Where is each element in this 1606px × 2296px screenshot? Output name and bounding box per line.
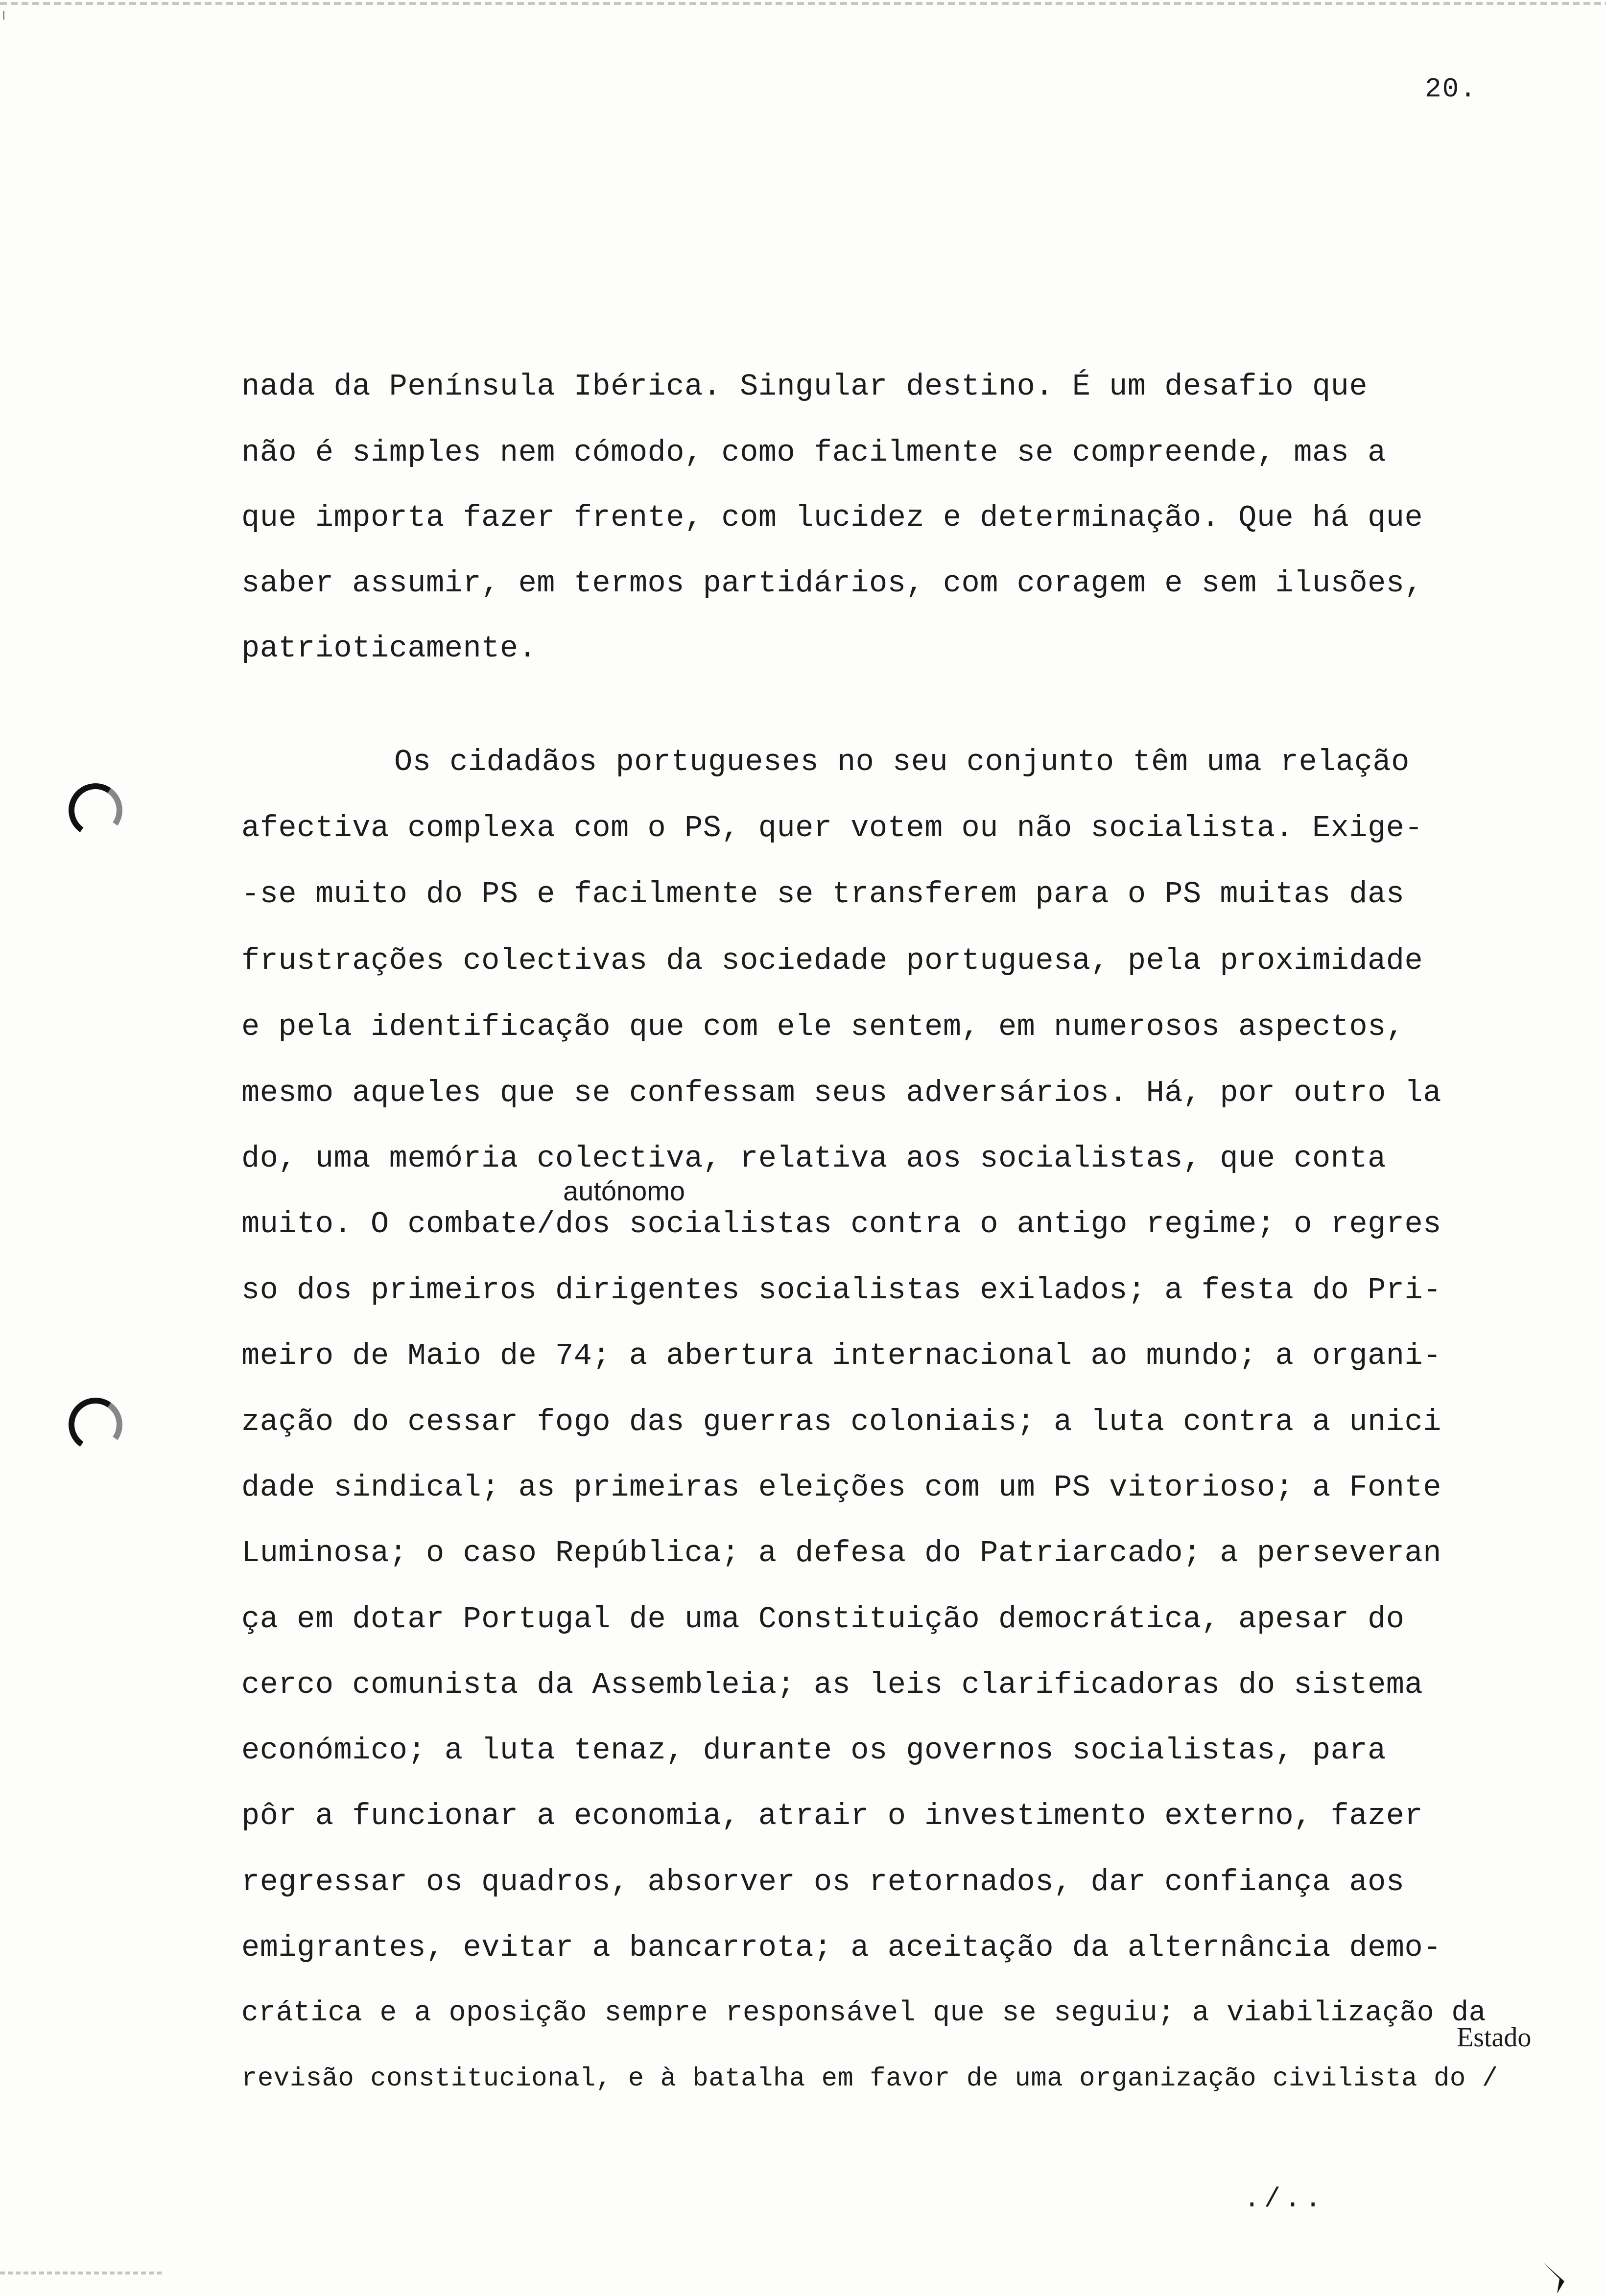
corner-fold-icon (1537, 2252, 1582, 2296)
text-line: meiro de Maio de 74; a abertura internacional ao mundo; a organi- (241, 1338, 1441, 1373)
text-line: regressar os quadros, absorver os retornados, dar confiança aos (241, 1865, 1405, 1899)
continuation-mark: ./.. (1244, 2183, 1325, 2215)
text-line: muito. O combate/dos socialistas contra o antigo regime; o regres (241, 1207, 1441, 1242)
text-line: que importa fazer frente, com lucidez e determinação. Que há que (241, 500, 1423, 535)
text-line: emigrantes, evitar a bancarrota; a aceitação da alternância demo- (241, 1930, 1441, 1965)
text-line: ça em dotar Portugal de uma Constituição democrática, apesar do (241, 1602, 1405, 1637)
text-line: não é simples nem cómodo, como facilmente se compreende, mas a (241, 435, 1386, 470)
text-line: do, uma memória colectiva, relativa aos socialistas, que conta (241, 1141, 1386, 1176)
text-line: patrioticamente. (241, 631, 537, 666)
text-line: dade sindical; as primeiras eleições com um PS vitorioso; a Fonte (241, 1470, 1441, 1505)
text-line: revisão constitucional, e à batalha em favor de uma organização civilista do / (241, 2064, 1498, 2094)
punch-hole-icon (64, 1393, 126, 1455)
text-line: afectiva complexa com o PS, quer votem ou não socialista. Exige- (241, 811, 1423, 845)
text-line: saber assumir, em termos partidários, com coragem e sem ilusões, (241, 566, 1423, 601)
scan-top-edge (0, 2, 1606, 5)
interlinear-insertion: autónomo (563, 1175, 685, 1206)
scan-bottom-edge (0, 2272, 162, 2274)
text-line: frustrações colectivas da sociedade portuguesa, pela proximidade (241, 943, 1423, 978)
text-line: crática e a oposição sempre responsável que se seguiu; a viabilização da (241, 1997, 1487, 2029)
punch-hole-icon (64, 779, 126, 841)
text-line: -se muito do PS e facilmente se transferem para o PS muitas das (241, 877, 1405, 912)
page-number: 20. (1425, 73, 1477, 105)
text-line: Os cidadãos portugueses no seu conjunto têm uma relação (394, 745, 1410, 779)
text-line: Luminosa; o caso República; a defesa do Patriarcado; a perseveran (241, 1536, 1441, 1570)
scan-tick (3, 11, 4, 20)
text-line: económico; a luta tenaz, durante os governos socialistas, para (241, 1733, 1386, 1768)
text-line: pôr a funcionar a economia, atrair o investimento externo, fazer (241, 1799, 1423, 1833)
text-line: zação do cessar fogo das guerras coloniais; a luta contra a unici (241, 1405, 1441, 1439)
margin-insertion: Estado (1457, 2022, 1532, 2053)
text-line: e pela identificação que com ele sentem, em numerosos aspectos, (241, 1009, 1405, 1044)
text-line: cerco comunista da Assembleia; as leis clarificadoras do sistema (241, 1667, 1423, 1702)
text-line: so dos primeiros dirigentes socialistas exilados; a festa do Pri- (241, 1273, 1441, 1308)
text-line: mesmo aqueles que se confessam seus adversários. Há, por outro la (241, 1076, 1441, 1110)
text-line: nada da Península Ibérica. Singular destino. É um desafio que (241, 369, 1368, 404)
